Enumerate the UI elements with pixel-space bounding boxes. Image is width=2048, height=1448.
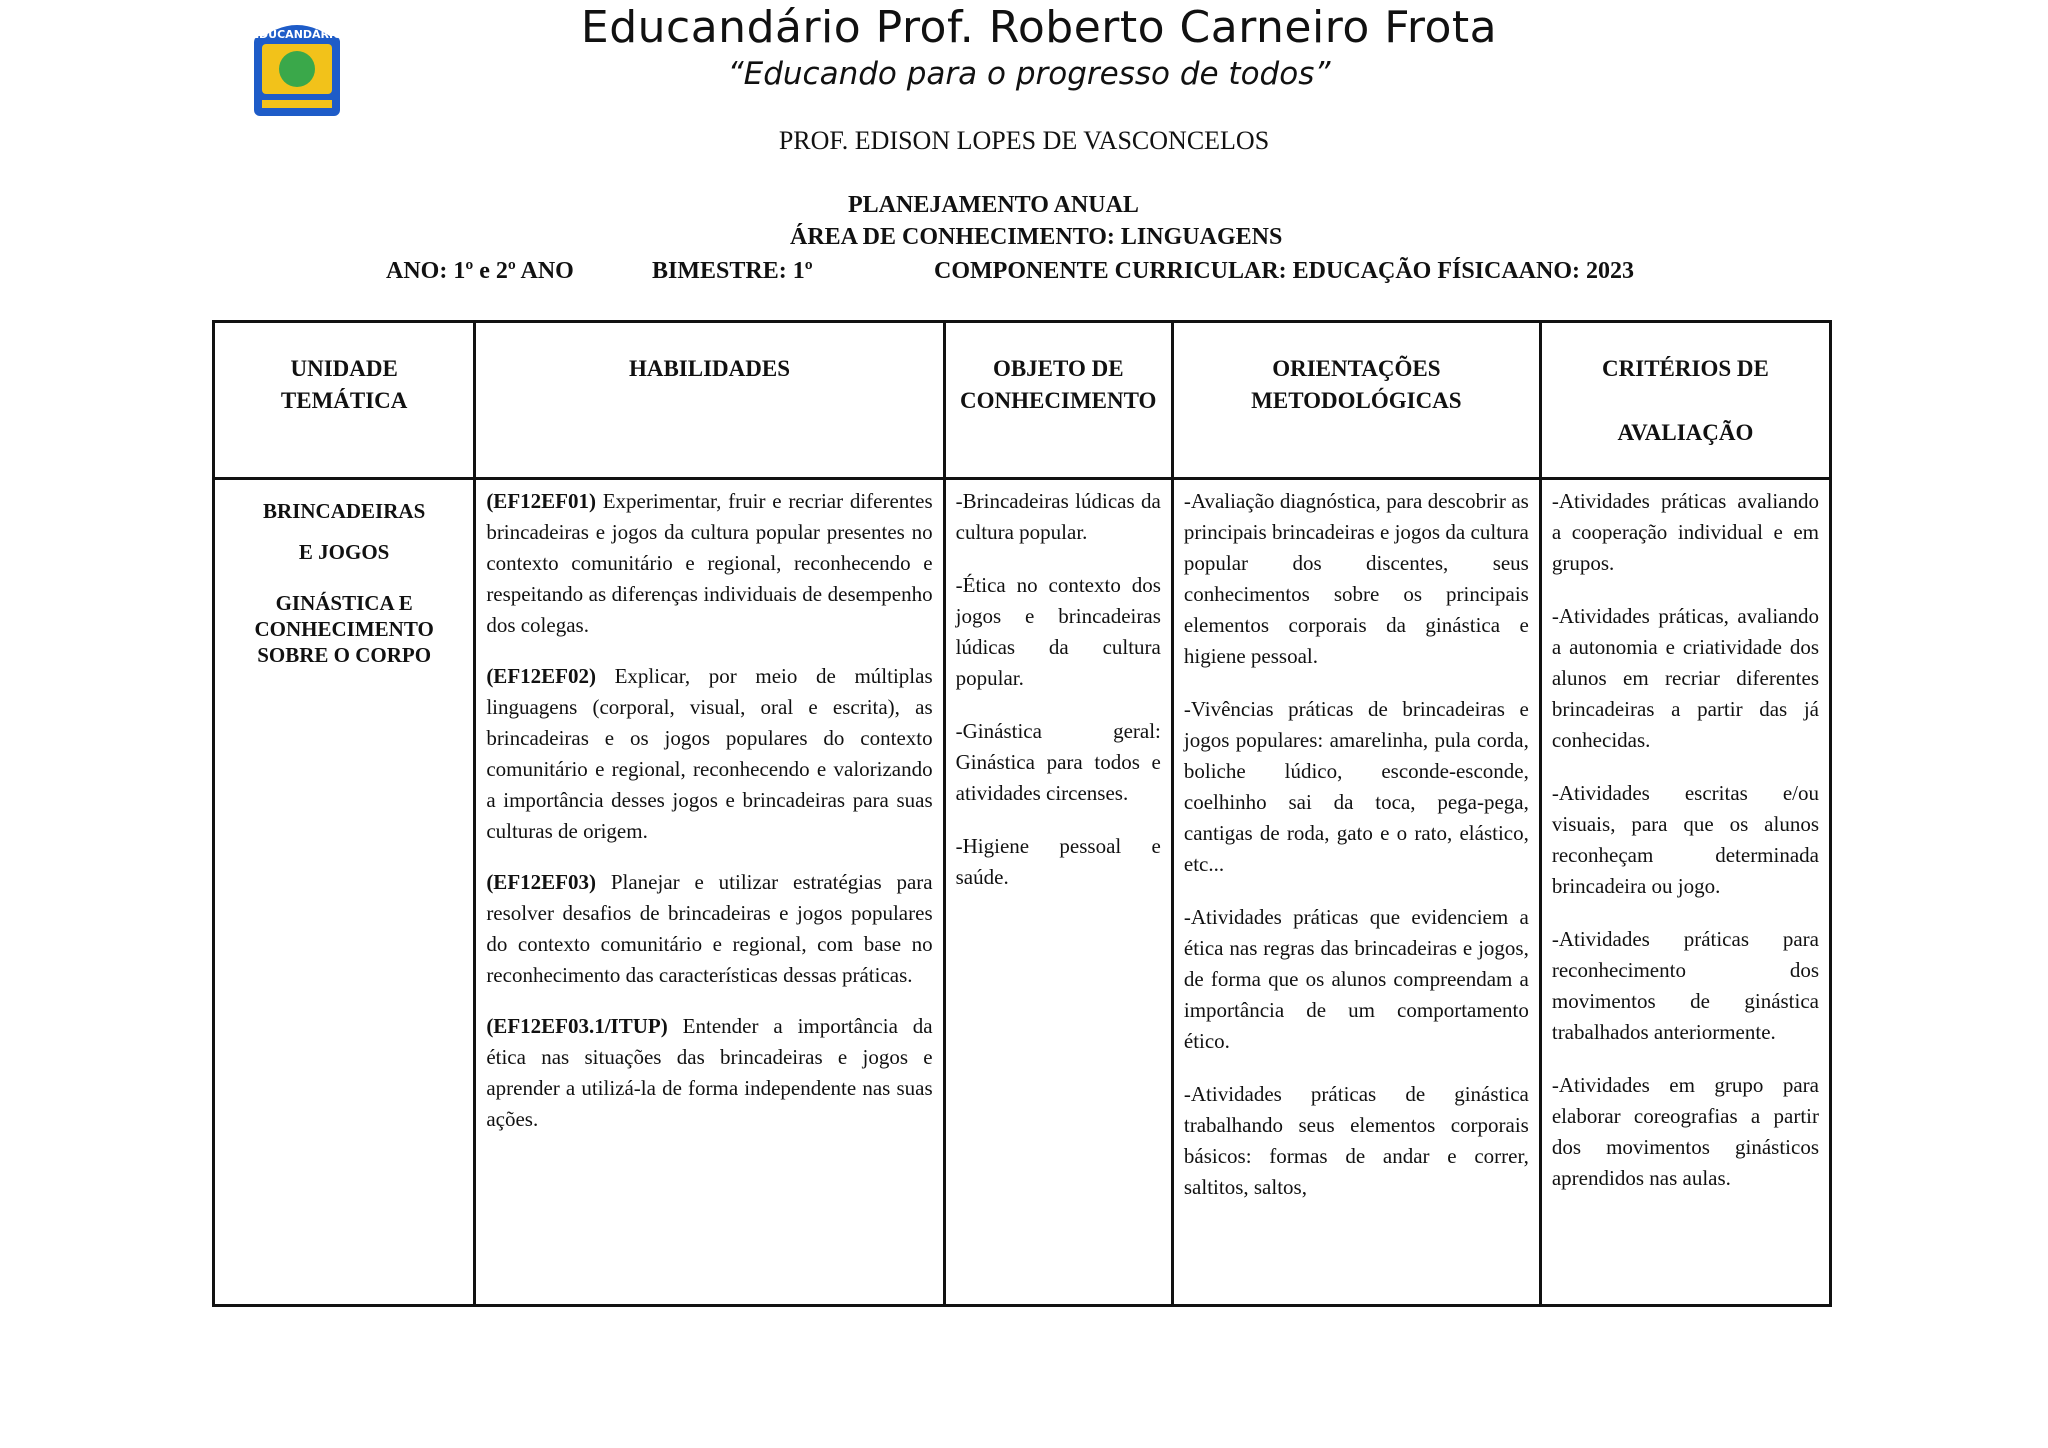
skill-text: Experimentar, fruir e recriar diferentes brincadeiras e jogos da cultura popular presentes no contexto comunitário e regional, reconhecendo e respeitando as diferenças individuais de desempenho dos colegas. bbox=[486, 489, 933, 637]
school-name: Educandário Prof. Roberto Carneiro Frota bbox=[580, 2, 1498, 53]
skill-item bbox=[486, 1011, 932, 1135]
table-header-row bbox=[214, 322, 1831, 479]
header-object: OBJETO DE CONHECIMENTO bbox=[944, 322, 1172, 479]
curricular-component: COMPONENTE CURRICULAR: EDUCAÇÃO FÍSICAANO: 2023 bbox=[934, 258, 1635, 284]
teacher-name: PROF. EDISON LOPES DE VASCONCELOS bbox=[778, 126, 1270, 155]
header-unit: UNIDADE TEMÁTICA bbox=[214, 322, 475, 479]
logo-text: EDUCANDÁRIO bbox=[251, 28, 343, 41]
header-orientations: ORIENTAÇÕES METODOLÓGICAS bbox=[1172, 322, 1540, 479]
skill-code: (EF12EF01) bbox=[486, 489, 596, 513]
school-motto: “Educando para o progresso de todos” bbox=[727, 56, 1331, 92]
skill-text: Planejar e utilizar estratégias para resolver desafios de brincadeiras e jogos populares do contexto comunitário e regional, com base no reconhecimento das características dessas práticas. bbox=[486, 870, 933, 987]
object-item: -Brincadeiras lúdicas da cultura popular. bbox=[955, 489, 1161, 544]
unit-cell bbox=[214, 479, 475, 1306]
plan-title: PLANEJAMENTO ANUAL bbox=[848, 192, 1139, 218]
table-row bbox=[214, 479, 1831, 1306]
unit-line: BRINCADEIRAS bbox=[263, 499, 426, 523]
criteria-item: -Atividades práticas para reconhecimento dos movimentos de ginástica trabalhados anteriormente. bbox=[1551, 927, 1819, 1044]
criteria-item: -Atividades escritas e/ou visuais, para que os alunos reconheçam determinada brincadeira ou jogo. bbox=[1551, 781, 1819, 898]
logo-ribbon bbox=[262, 100, 332, 108]
skill-item bbox=[486, 486, 932, 641]
knowledge-area: ÁREA DE CONHECIMENTO: LINGUAGENS bbox=[790, 224, 1283, 250]
orientation-item: -Vivências práticas de brincadeiras e jogos populares: amarelinha, pula corda, boliche lúdico, esconde-esconde, coelhinho sai da toca, pega-pega, cantigas de roda, gato e o rato, elástico, etc... bbox=[1183, 697, 1529, 876]
object-item: -Ética no contexto dos jogos e brincadeiras lúdicas da cultura popular. bbox=[955, 573, 1161, 690]
skills-cell bbox=[475, 479, 944, 1306]
unit-line: GINÁSTICA E CONHECIMENTO SOBRE O CORPO bbox=[254, 591, 434, 667]
planning-table bbox=[212, 320, 1832, 1307]
criteria-cell bbox=[1540, 479, 1830, 1306]
header-criteria-line2: AVALIAÇÃO bbox=[1617, 420, 1754, 445]
skill-text: Explicar, por meio de múltiplas linguagens (corporal, visual, oral e escrita), as brincadeiras e os jogos populares do contexto comunitário e regional, reconhecendo e valorizando a importância desses jogos e brincadeiras para suas culturas de origem. bbox=[486, 664, 933, 843]
objects-cell bbox=[944, 479, 1172, 1306]
orientations-cell bbox=[1172, 479, 1540, 1306]
object-item: -Higiene pessoal e saúde. bbox=[955, 834, 1161, 889]
orientation-item: -Atividades práticas de ginástica trabalhando seus elementos corporais básicos: formas de andar e correr, saltitos, saltos, bbox=[1183, 1082, 1529, 1199]
orientation-item: -Avaliação diagnóstica, para descobrir as principais brincadeiras e jogos da cultura popular dos discentes, seus conhecimentos sobre os principais elementos corporais da ginástica e higiene pessoal. bbox=[1183, 489, 1529, 668]
unit-line: E JOGOS bbox=[298, 540, 390, 564]
skill-code: (EF12EF03) bbox=[486, 870, 596, 894]
header-skills: HABILIDADES bbox=[475, 322, 944, 479]
skill-code: (EF12EF03.1/ITUP) bbox=[486, 1014, 668, 1038]
skill-item bbox=[486, 867, 932, 991]
bimester: BIMESTRE: 1º bbox=[652, 258, 813, 284]
orientation-item: -Atividades práticas que evidenciem a ética nas regras das brincadeiras e jogos, de forma que os alunos compreendam a importância de um comportamento ético. bbox=[1183, 905, 1529, 1053]
criteria-item: -Atividades práticas, avaliando a autonomia e criatividade dos alunos em recriar diferentes brincadeiras a partir das já conhecidas. bbox=[1551, 604, 1819, 752]
criteria-item: -Atividades práticas avaliando a cooperação individual e em grupos. bbox=[1551, 489, 1819, 575]
skill-text: Entender a importância da ética nas situações das brincadeiras e jogos e aprender a utilizá-la de forma independente nas suas ações. bbox=[486, 1014, 933, 1131]
object-item: -Ginástica geral: Ginástica para todos e atividades circenses. bbox=[955, 719, 1161, 805]
year-level: ANO: 1º e 2º ANO bbox=[386, 258, 574, 284]
header-criteria-line1: CRITÉRIOS DE bbox=[1602, 356, 1769, 381]
skill-item bbox=[486, 661, 932, 847]
criteria-item: -Atividades em grupo para elaborar coreografias a partir dos movimentos ginásticos aprendidos nas aulas. bbox=[1551, 1073, 1819, 1190]
header-criteria bbox=[1540, 322, 1830, 479]
skill-code: (EF12EF02) bbox=[486, 664, 596, 688]
